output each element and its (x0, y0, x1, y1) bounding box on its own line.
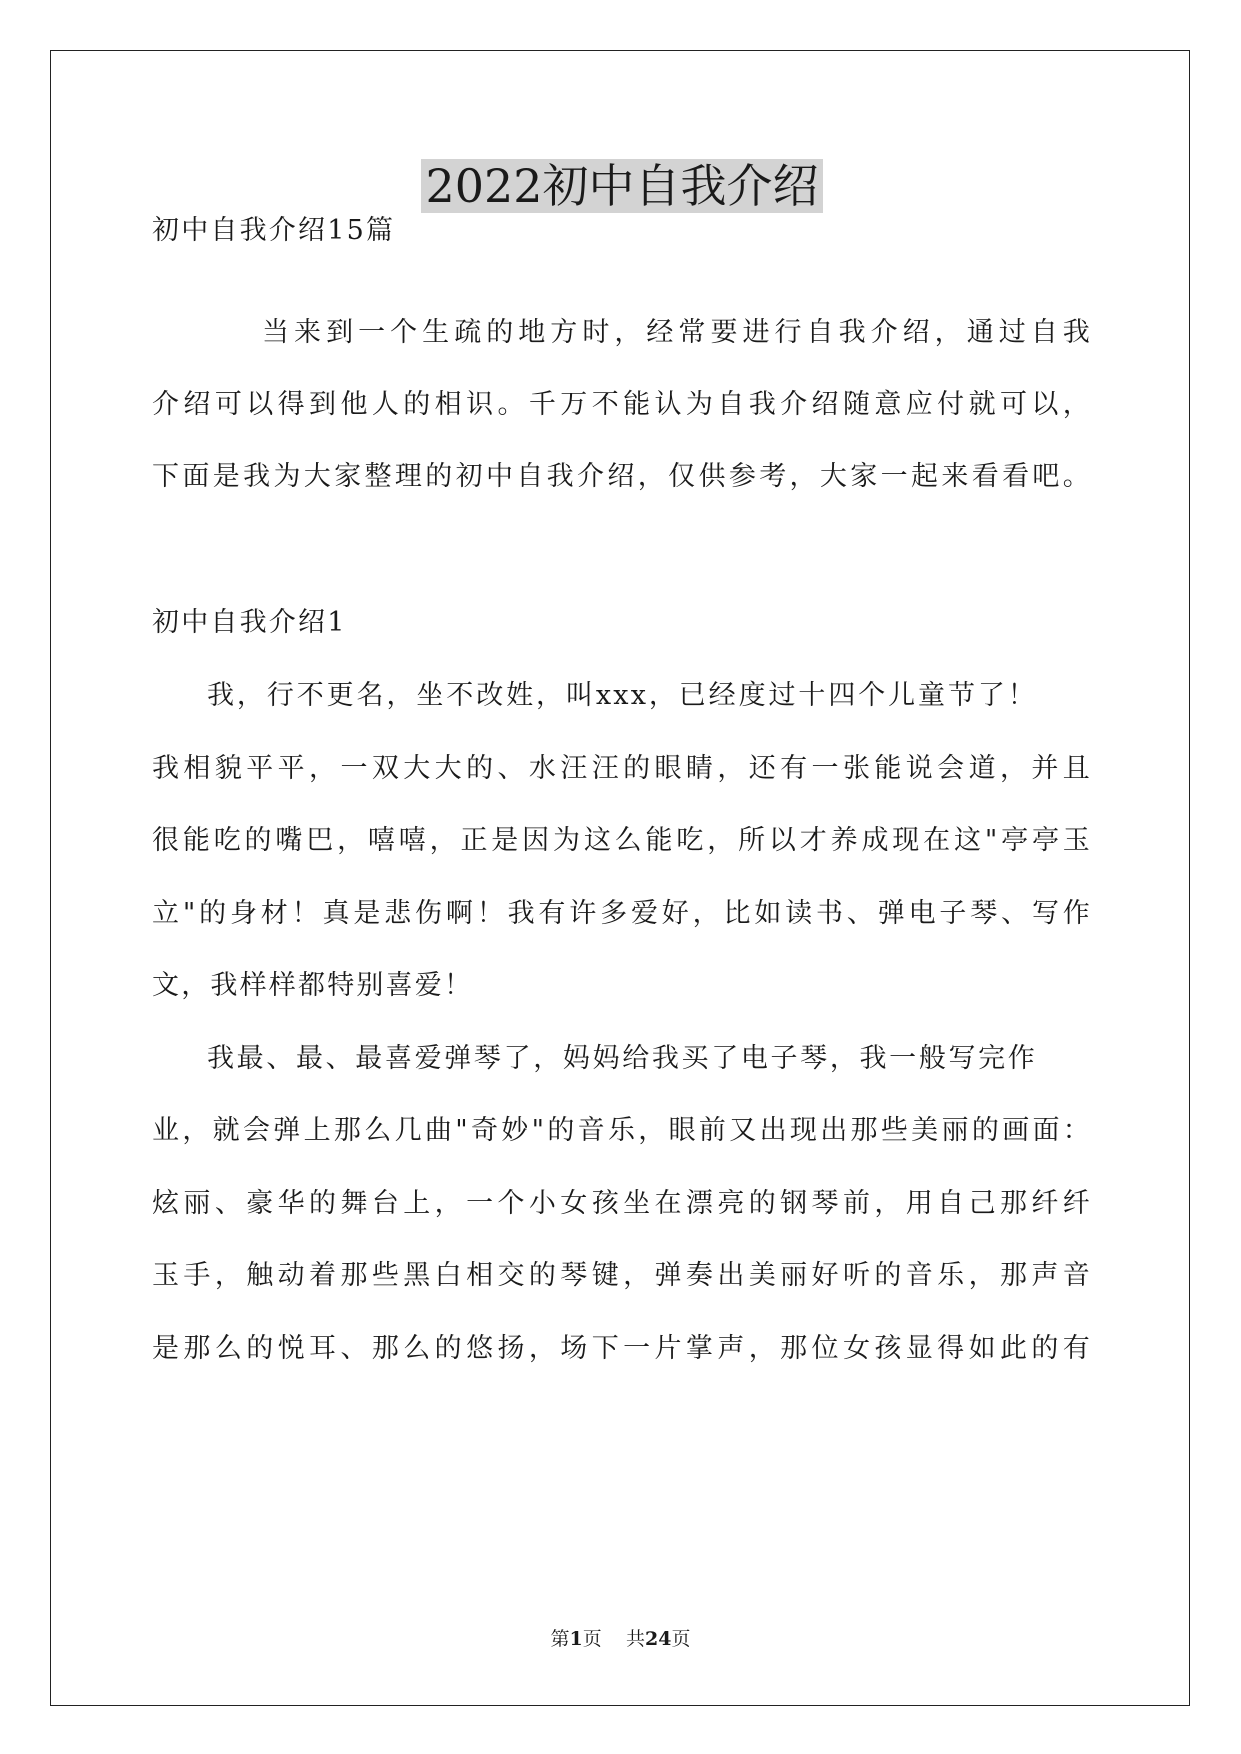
page-footer (0, 1624, 1241, 1651)
page-number: 1 (569, 1628, 583, 1650)
paragraph1-line-1: 我，行不更名，坐不改姓，叫xxx，已经度过十四个儿童节了！ (207, 680, 1037, 711)
page-suffix: 页 (582, 1628, 602, 1650)
intro-line-3: 下面是我为大家整理的初中自我介绍，仅供参考，大家一起来看看吧。 (152, 461, 1092, 492)
document-title-text: 2022初中自我介绍 (421, 159, 822, 213)
document-subtitle: 初中自我介绍15篇 (152, 215, 396, 246)
page-prefix: 第 (550, 1628, 570, 1650)
paragraph1-line-5: 文，我样样都特别喜爱！ (152, 970, 474, 1001)
paragraph2-line-3: 炫丽、豪华的舞台上，一个小女孩坐在漂亮的钢琴前，用自己那纤纤 (152, 1188, 1092, 1219)
section-heading: 初中自我介绍1 (152, 607, 347, 638)
paragraph2-line-5: 是那么的悦耳、那么的悠扬，场下一片掌声，那位女孩显得如此的有 (152, 1333, 1092, 1364)
page-total: 24 (644, 1628, 672, 1650)
paragraph2-line-4: 玉手，触动着那些黑白相交的琴键，弹奏出美丽好听的音乐，那声音 (152, 1260, 1092, 1291)
paragraph1-line-2: 我相貌平平，一双大大的、水汪汪的眼睛，还有一张能说会道，并且 (152, 753, 1092, 784)
paragraph1-line-4: 立"的身材！真是悲伤啊！我有许多爱好，比如读书、弹电子琴、写作 (152, 898, 1092, 929)
intro-line-2: 介绍可以得到他人的相识。千万不能认为自我介绍随意应付就可以， (152, 389, 1092, 420)
paragraph2-line-1: 我最、最、最喜爱弹琴了，妈妈给我买了电子琴，我一般写完作 (207, 1043, 1037, 1074)
intro-line-1: 当来到一个生疏的地方时，经常要进行自我介绍，通过自我 (262, 317, 1092, 348)
total-prefix: 共 (625, 1628, 645, 1650)
page-border (50, 50, 1190, 1706)
paragraph2-line-2: 业，就会弹上那么几曲"奇妙"的音乐，眼前又出现出那些美丽的画面： (152, 1115, 1092, 1146)
total-suffix: 页 (671, 1628, 691, 1650)
paragraph1-line-3: 很能吃的嘴巴，嘻嘻，正是因为这么能吃，所以才养成现在这"亭亭玉 (152, 825, 1092, 856)
document-title (152, 156, 1092, 216)
